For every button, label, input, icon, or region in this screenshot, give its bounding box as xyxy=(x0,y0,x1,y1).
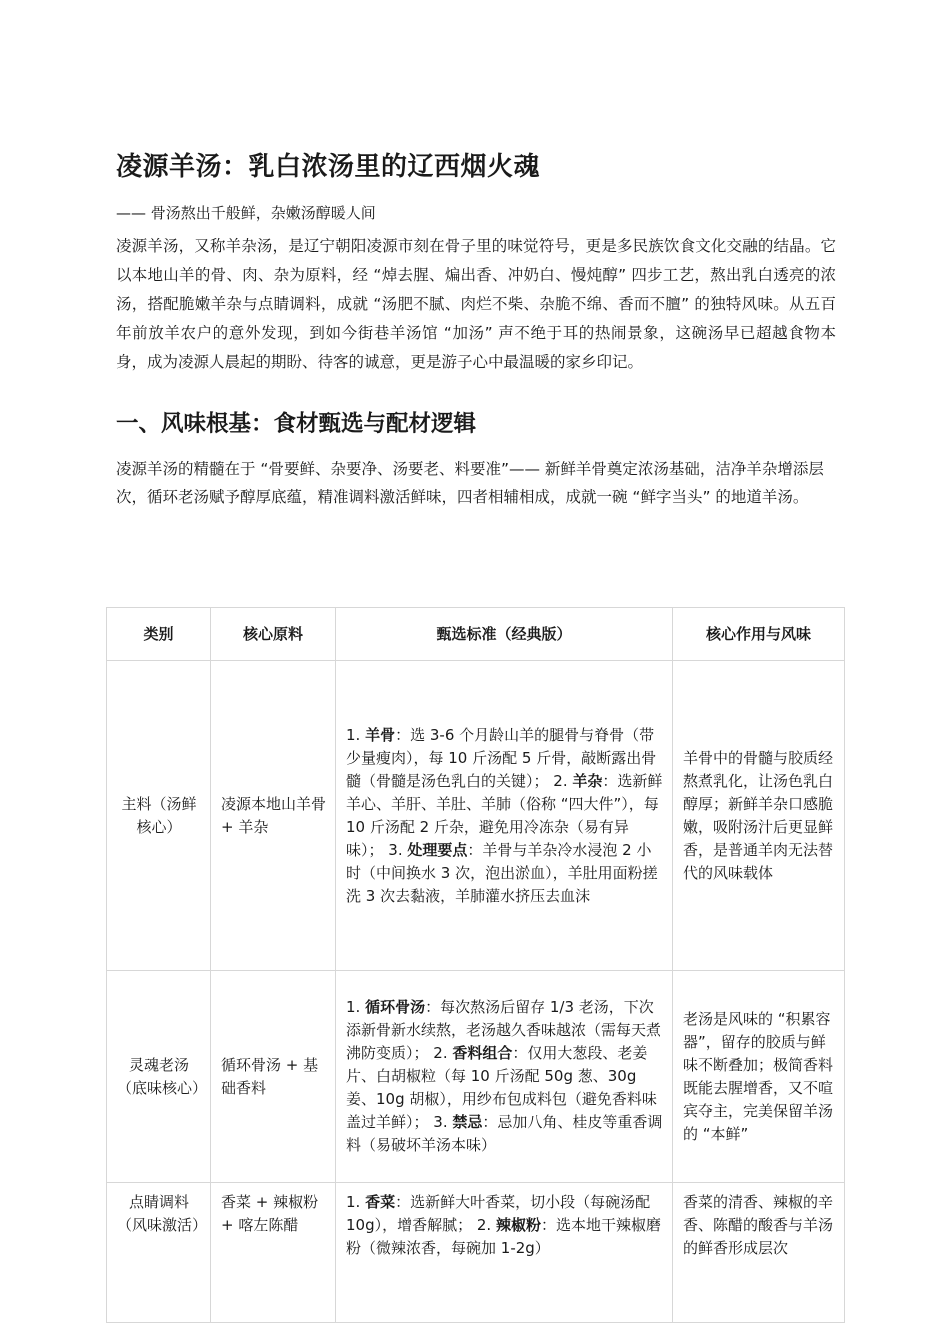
cell-material: 循环骨汤 + 基础香料 xyxy=(211,971,336,1183)
document-title: 凌源羊汤：乳白浓汤里的辽西烟火魂 xyxy=(116,152,541,182)
document-page xyxy=(116,148,836,511)
table-row xyxy=(107,1183,845,1323)
header-category: 类别 xyxy=(107,608,211,661)
table-row xyxy=(107,661,845,971)
intro-paragraph: 凌源羊汤，又称羊杂汤，是辽宁朝阳凌源市刻在骨子里的味觉符号，更是多民族饮食文化交融的结晶。它以本地山羊的骨、肉、杂为原料，经 “焯去腥、煸出香、冲奶白、慢炖醇” 四步工艺，熬出乳白透亮的浓汤，搭配脆嫩羊杂与点睛调料，成就 “汤肥不腻、肉烂不柴、杂脆不绵、香而不膻” 的独特风味。从五百年前放羊农户的意外发现，到如今街巷羊汤馆 “加汤” 声不绝于耳的热闹景象，这碗汤早已超越食物本身，成为凌源人晨起的期盼、待客的诚意，更是游子心中最温暖的家乡印记。 xyxy=(116,237,836,371)
cell-standard xyxy=(336,661,673,971)
header-material: 核心原料 xyxy=(211,608,336,661)
header-effect: 核心作用与风味 xyxy=(673,608,845,661)
ingredients-table xyxy=(106,607,845,1323)
cell-effect: 羊骨中的骨髓与胶质经熬煮乳化，让汤色乳白醇厚；新鲜羊杂口感脆嫩，吸附汤汁后更显鲜香，是普通羊肉无法替代的风味载体 xyxy=(673,661,845,971)
section-1-intro: 凌源羊汤的精髓在于 “骨要鲜、杂要净、汤要老、料要准”—— 新鲜羊骨奠定浓汤基础，洁净羊杂增添层次，循环老汤赋予醇厚底蕴，精准调料激活鲜味，四者相辅相成，成就一碗 “鲜字当头” 的地道羊汤。 xyxy=(116,460,824,506)
document-subtitle: —— 骨汤熬出千般鲜，杂嫩汤醇暖人间 xyxy=(116,204,376,222)
cell-material: 香菜 + 辣椒粉 + 喀左陈醋 xyxy=(211,1183,336,1323)
std-item: 2. 辣椒粉：选本地干辣椒磨粉（微辣浓香，每碗加 1-2g） xyxy=(346,1216,662,1257)
cell-effect: 香菜的清香、辣椒的辛香、陈醋的酸香与羊汤的鲜香形成层次 xyxy=(673,1183,845,1323)
ingredients-table-container xyxy=(106,607,844,1257)
cell-standard xyxy=(336,971,673,1183)
table-header-row xyxy=(107,608,845,661)
section-1-title: 一、风味根基：食材甄选与配材逻辑 xyxy=(116,411,477,437)
table-row xyxy=(107,971,845,1183)
std-item: 1. 香菜：选新鲜大叶香菜，切小段（每碗汤配 10g），增香解腻； xyxy=(346,1193,651,1234)
cell-category: 点睛调料（风味激活） xyxy=(107,1183,211,1323)
cell-category: 主料（汤鲜核心） xyxy=(107,661,211,971)
std-item: 1. 羊骨：选 3-6 个月龄山羊的腿骨与脊骨（带少量瘦肉），每 10 斤汤配 5 斤骨，敲断露出骨髓（骨髓是汤色乳白的关键）； xyxy=(346,725,657,790)
std-item: 2. 香料组合：仅用大葱段、老姜片、白胡椒粒（每 10 斤汤配 50g 葱、30g 姜、10g 胡椒），用纱布包成料包（避免香料味盖过羊鲜）； xyxy=(346,1044,657,1131)
std-item: 3. 处理要点：羊骨与羊杂冷水浸泡 2 小时（中间换水 3 次，泡出淤血），羊肚用面粉搓洗 3 次去黏液，羊肺灌水挤压去血沫 xyxy=(346,840,658,905)
cell-standard xyxy=(336,1183,673,1323)
cell-effect: 老汤是风味的 “积累容器”，留存的胶质与鲜味不断叠加；极简香料既能去腥增香，又不喧宾夺主，完美保留羊汤的 “本鲜” xyxy=(673,971,845,1183)
std-item: 2. 羊杂：选新鲜羊心、羊肝、羊肚、羊肺（俗称 “四大件”），每 10 斤汤配 2 斤杂，避免用冷冻杂（易有异味）； xyxy=(346,771,663,859)
header-standard: 甄选标准（经典版） xyxy=(336,608,673,661)
cell-material: 凌源本地山羊骨 + 羊杂 xyxy=(211,661,336,971)
std-item: 3. 禁忌：忌加八角、桂皮等重香调料（易破坏羊汤本味） xyxy=(346,1113,663,1154)
cell-category: 灵魂老汤（底味核心） xyxy=(107,971,211,1183)
std-item: 1. 循环骨汤：每次熬汤后留存 1/3 老汤，下次添新骨新水续熬，老汤越久香味越浓（需每天煮沸防变质）； xyxy=(346,998,662,1062)
